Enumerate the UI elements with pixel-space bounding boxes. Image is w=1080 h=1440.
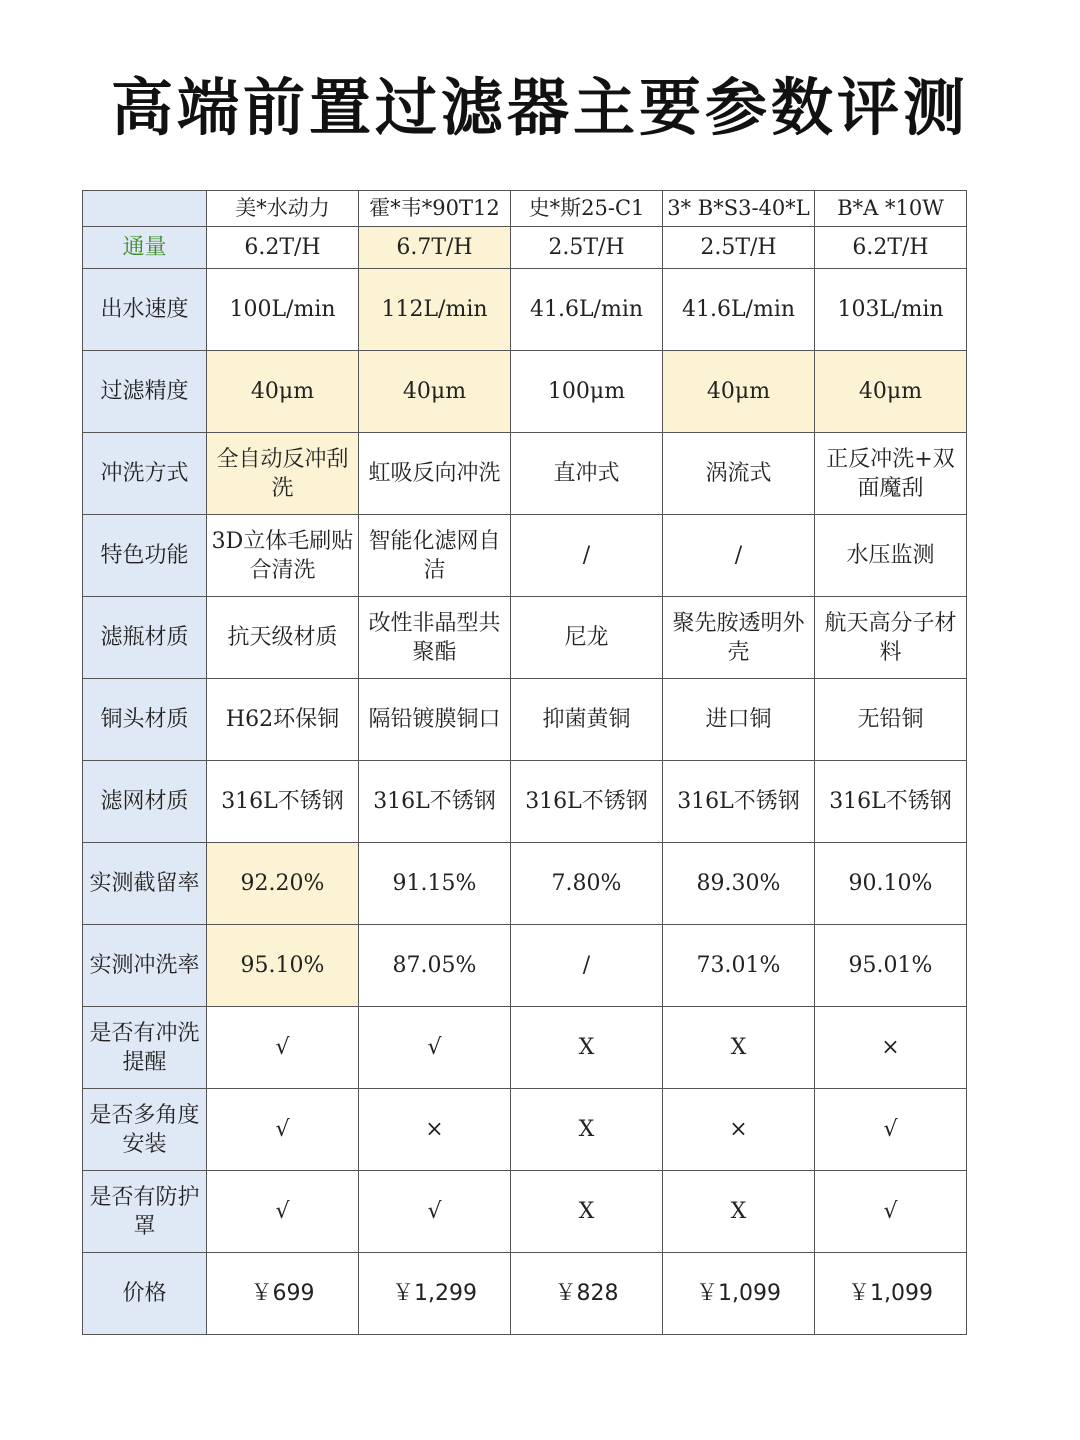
table-cell: 聚先胺透明外壳 [663,597,815,679]
table-row [83,227,967,269]
table-row [83,351,967,433]
table-cell: √ [207,1007,359,1089]
table-cell: 抑菌黄铜 [511,679,663,761]
table-cell: 92.20% [207,843,359,925]
table-row [83,269,967,351]
row-label: 冲洗方式 [83,433,207,515]
table-cell: × [815,1007,967,1089]
table-cell: X [511,1007,663,1089]
table-row [83,843,967,925]
price-cell: ￥828 [511,1253,663,1335]
table-cell: 91.15% [359,843,511,925]
table-row [83,1089,967,1171]
table-cell: 虹吸反向冲洗 [359,433,511,515]
table-cell: 40μm [359,351,511,433]
table-cell: 直冲式 [511,433,663,515]
table-cell: 改性非晶型共聚酯 [359,597,511,679]
table-cell: 3D立体毛刷贴合清洗 [207,515,359,597]
table-cell: 95.10% [207,925,359,1007]
table-cell: / [511,515,663,597]
price-cell: ￥1,099 [663,1253,815,1335]
table-cell: √ [359,1007,511,1089]
table-cell: 40μm [815,351,967,433]
table-cell: / [511,925,663,1007]
row-label: 出水速度 [83,269,207,351]
price-cell: ￥1,099 [815,1253,967,1335]
table-cell: 316L不锈钢 [663,761,815,843]
row-label: 滤瓶材质 [83,597,207,679]
table-cell: 2.5T/H [511,227,663,269]
table-cell: 2.5T/H [663,227,815,269]
table-cell: 进口铜 [663,679,815,761]
table-cell: 7.80% [511,843,663,925]
column-header: 美*水动力 [207,191,359,227]
table-cell: 水压监测 [815,515,967,597]
column-header: 3* B*S3-40*L [663,191,815,227]
table-cell: 73.01% [663,925,815,1007]
table-row-price [83,1253,967,1335]
table-cell: 90.10% [815,843,967,925]
table-cell: 89.30% [663,843,815,925]
table-cell: 6.2T/H [815,227,967,269]
row-label: 是否有防护罩 [83,1171,207,1253]
table-cell: 100L/min [207,269,359,351]
table-cell: 无铅铜 [815,679,967,761]
table-cell: √ [207,1171,359,1253]
row-label: 是否有冲洗提醒 [83,1007,207,1089]
table-cell: 316L不锈钢 [359,761,511,843]
table-cell: √ [815,1171,967,1253]
column-header: 史*斯25-C1 [511,191,663,227]
table-cell: 40μm [207,351,359,433]
table-cell: × [663,1089,815,1171]
page-title: 高端前置过滤器主要参数评测 [110,71,969,144]
table-cell: √ [815,1089,967,1171]
table-cell: 112L/min [359,269,511,351]
table-cell: 正反冲洗+双面魔刮 [815,433,967,515]
table-row [83,925,967,1007]
table-cell: 41.6L/min [511,269,663,351]
comparison-table [82,190,967,1335]
table-cell: X [511,1171,663,1253]
table-cell: 抗天级材质 [207,597,359,679]
table-cell: 40μm [663,351,815,433]
table-row [83,761,967,843]
table-row [83,597,967,679]
table-cell: 316L不锈钢 [207,761,359,843]
table-row [83,679,967,761]
row-label: 价格 [83,1253,207,1335]
column-header: 霍*韦*90T12 [359,191,511,227]
row-label: 铜头材质 [83,679,207,761]
table-cell: 316L不锈钢 [511,761,663,843]
table-cell: √ [207,1089,359,1171]
row-label: 特色功能 [83,515,207,597]
table-cell: 316L不锈钢 [815,761,967,843]
table-cell: X [511,1089,663,1171]
table-cell: 智能化滤网自洁 [359,515,511,597]
table-cell: 103L/min [815,269,967,351]
table-cell: 95.01% [815,925,967,1007]
row-label: 过滤精度 [83,351,207,433]
table-row [83,433,967,515]
table-cell: 尼龙 [511,597,663,679]
row-label: 实测截留率 [83,843,207,925]
table-cell: 41.6L/min [663,269,815,351]
table-cell: × [359,1089,511,1171]
table-cell: 涡流式 [663,433,815,515]
table-cell: X [663,1007,815,1089]
table-cell: 87.05% [359,925,511,1007]
table-row [83,515,967,597]
table-cell: 隔铅镀膜铜口 [359,679,511,761]
column-header: B*A *10W [815,191,967,227]
table-cell: 100μm [511,351,663,433]
corner-cell [83,191,207,227]
row-label: 通量 [83,227,207,269]
table-cell: √ [359,1171,511,1253]
table-cell: 全自动反冲刮洗 [207,433,359,515]
table-cell: 6.7T/H [359,227,511,269]
row-label: 是否多角度安装 [83,1089,207,1171]
table-cell: X [663,1171,815,1253]
table-cell: 6.2T/H [207,227,359,269]
price-cell: ￥699 [207,1253,359,1335]
table-cell: 航天高分子材料 [815,597,967,679]
row-label: 滤网材质 [83,761,207,843]
row-label: 实测冲洗率 [83,925,207,1007]
table-row [83,1171,967,1253]
table-cell: H62环保铜 [207,679,359,761]
table-row [83,1007,967,1089]
price-cell: ￥1,299 [359,1253,511,1335]
table-cell: / [663,515,815,597]
table-header-row [83,191,967,227]
